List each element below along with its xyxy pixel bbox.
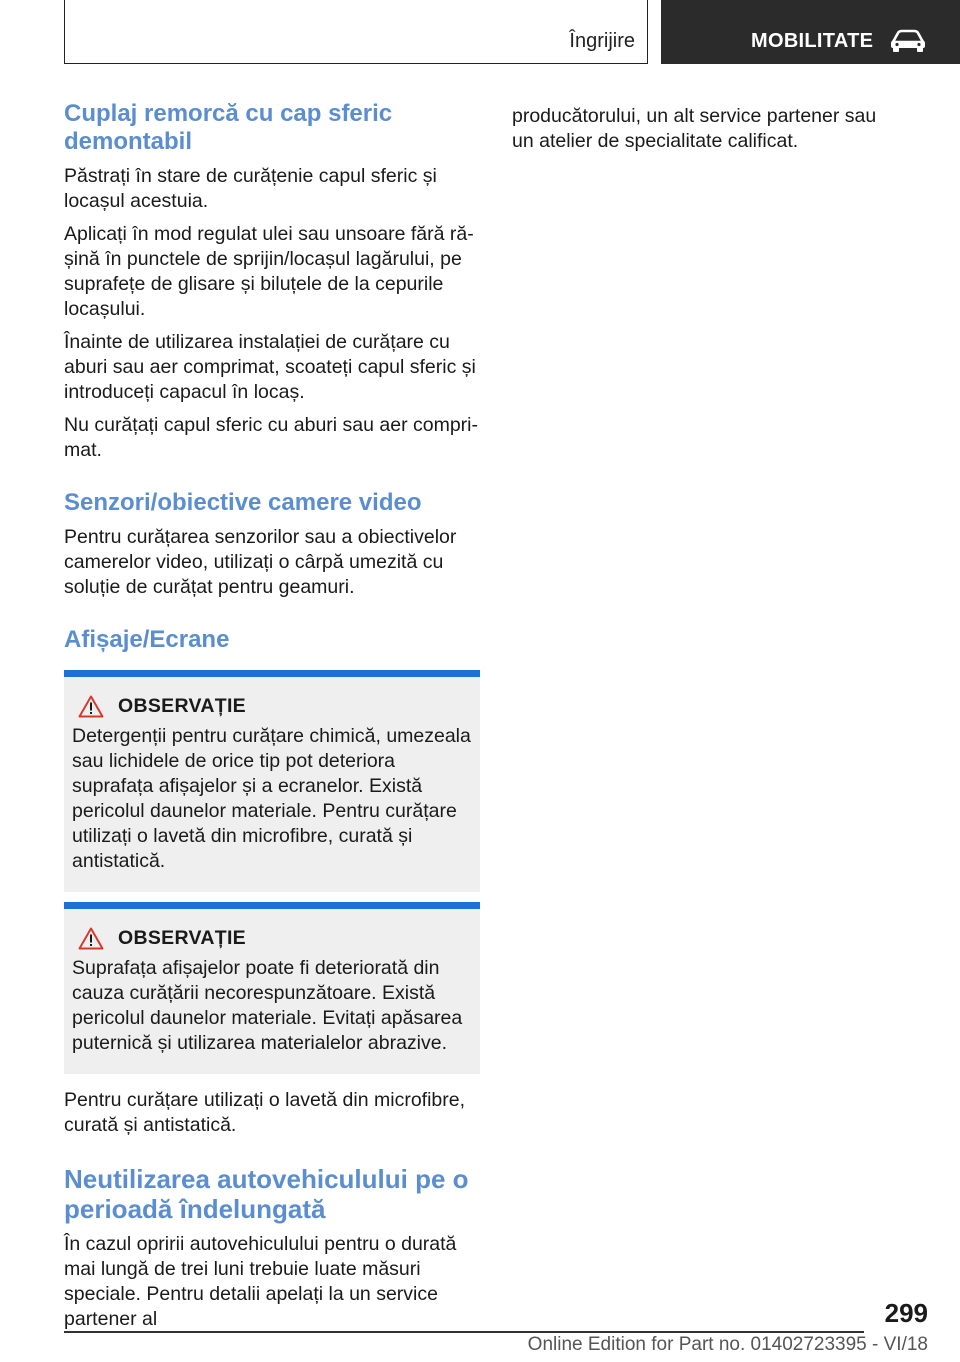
notice-title: OBSERVAȚIE	[118, 695, 246, 717]
warning-icon	[78, 695, 104, 718]
header-section-tab	[64, 0, 648, 64]
page-number: 299	[884, 1298, 928, 1328]
paragraph: Aplicați în mod regulat ulei sau unsoare fără rășină în punctele de sprijin/locașul lagărului, pe suprafețe de glisare și biluțele de la cepurile locașului.	[64, 223, 474, 320]
warning-icon	[78, 927, 104, 950]
paragraph: producătorului, un alt service partener sau un atelier de specialitate calificat.	[512, 105, 877, 152]
left-column	[64, 100, 480, 1340]
header-chapter-tab	[661, 0, 960, 64]
paragraph: Păstrați în stare de curățenie capul sferic și locașul acestuia.	[64, 165, 437, 212]
edition-text: Online Edition for Part no. 01402723395 - VI/18	[527, 1334, 928, 1355]
heading-long-term-storage: Neutilizarea autovehiculului pe o perioadă îndelungată	[64, 1164, 469, 1224]
section-title: Îngrijire	[569, 30, 635, 52]
chapter-title: MOBILITATE	[751, 30, 874, 52]
heading-displays: Afișaje/Ecrane	[64, 626, 230, 653]
footer-divider	[64, 1331, 864, 1333]
paragraph: În cazul opririi autovehiculului pentru o durată mai lungă de trei luni trebuie luate măsuri speciale. Pentru detalii apelați la un service partener al	[64, 1233, 457, 1330]
heading-sensors-cameras: Senzori/obiective camere video	[64, 489, 422, 516]
paragraph: Înainte de utilizarea instalației de curățare cu aburi sau aer comprimat, scoateți capul sferic și introduceți capacul în locaș.	[64, 331, 476, 403]
paragraph: Pentru curățare utilizați o lavetă din microfibre, curată și antistatică.	[64, 1089, 466, 1136]
notice-title: OBSERVAȚIE	[118, 927, 246, 949]
right-column	[512, 104, 902, 162]
notice-box	[64, 670, 480, 892]
paragraph: Pentru curățarea senzorilor sau a obiectivelor camerelor video, utilizați o cârpă umezită cu soluție de curățat pentru geamuri.	[64, 526, 457, 598]
notice-text: Suprafața afișajelor poate fi deteriorată din cauza curățării necorespunzătoare. Există pericolul daunelor materiale. Evitați apăsarea puternică și utilizarea materialelor abrazive.	[72, 957, 463, 1054]
paragraph: Nu curățați capul sferic cu aburi sau aer comprimat.	[64, 414, 479, 461]
notice-box	[64, 902, 480, 1074]
heading-trailer-hitch: Cuplaj remorcă cu cap sferic demontabil	[64, 100, 393, 155]
notice-text: Detergenții pentru curățare chimică, umezeala sau lichidele de orice tip pot deteriora suprafața afișajelor și a ecranelor. Există pericolul daunelor materiale. Pentru curățare utilizați o lavetă din microfibre, curată și antistatică.	[72, 725, 471, 872]
car-icon	[889, 29, 927, 53]
